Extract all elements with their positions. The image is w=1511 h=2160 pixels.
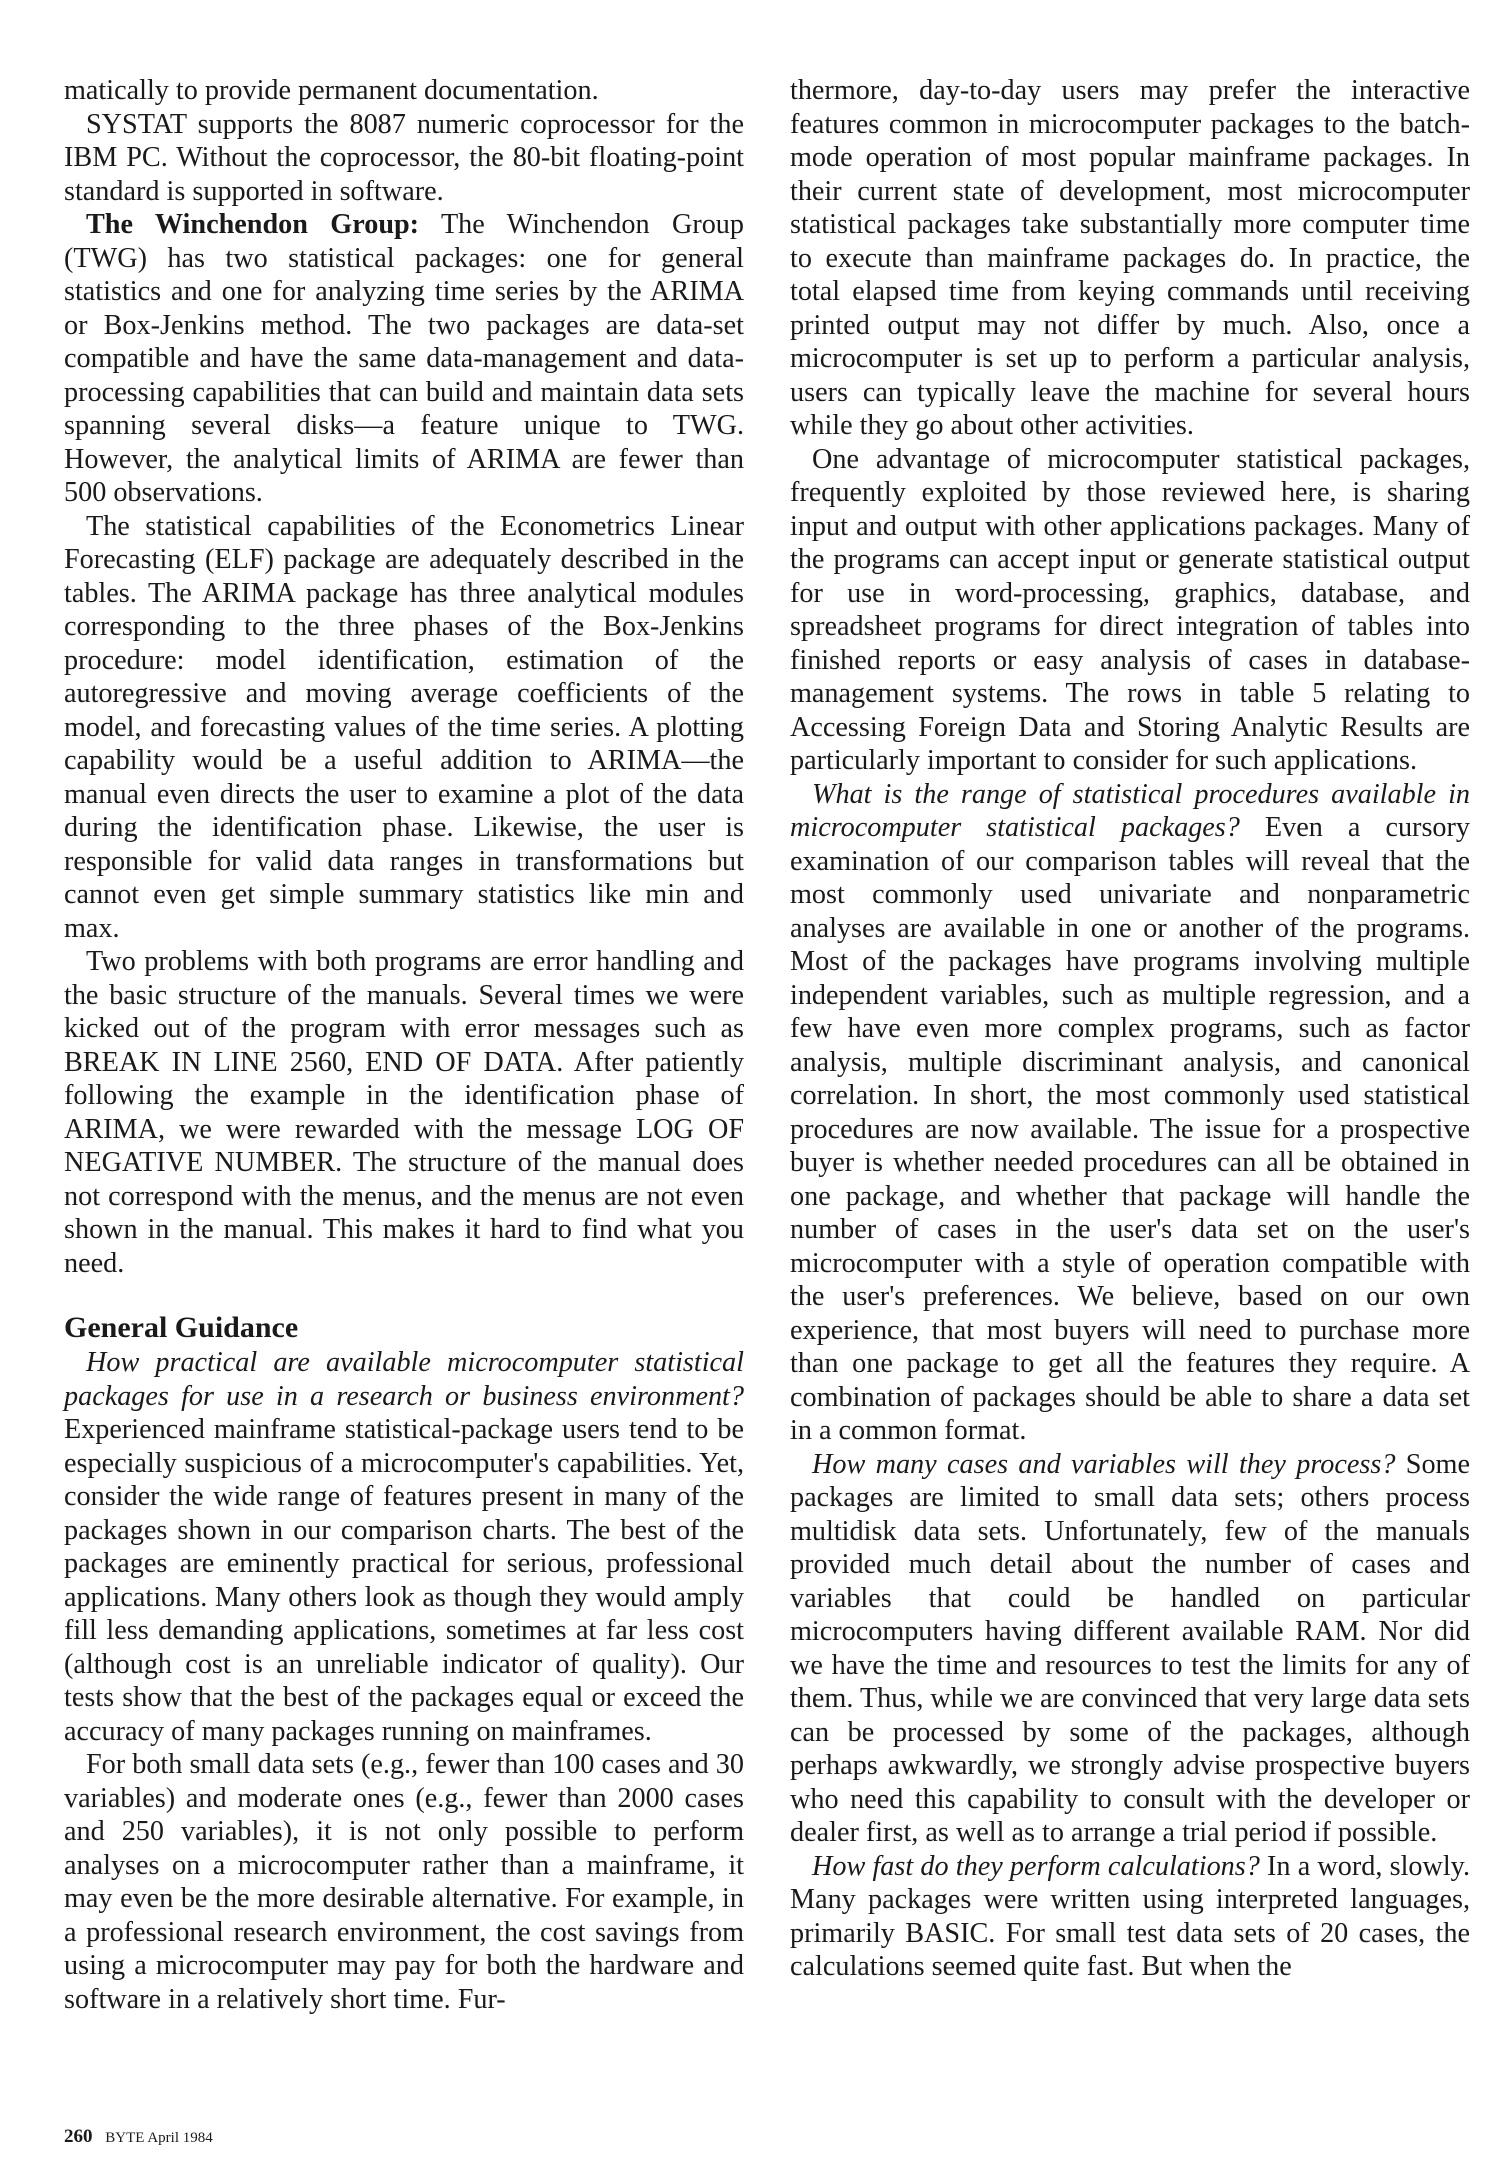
paragraph-text: Some packages are limited to small data sets; others process multidisk data sets. Unfortunately, few of the manuals provided much detail about the number of cases and variables that could be handled on particular microcomputers having different available RAM. Nor did we have the time and resources to test the limits for any of them. Thus, while we are convinced that very large data sets can be processed by some of the packages, although perhaps awkwardly, we strongly advise prospective buyers who need this capability to consult with the developer or dealer first, as well as to arrange a trial period if possible. (790, 1448, 1470, 1848)
italic-question: How many cases and variables will they process? (812, 1448, 1396, 1480)
paragraph: Two problems with both programs are error handling and the basic structure of the manuals. Several times we were kicked out of the program with error messages such as BREAK IN LINE 2560, END OF DATA. After patiently following the example in the identification phase of ARIMA, we were rewarded with the message LOG OF NEGATIVE NUMBER. The structure of the manual does not correspond with the menus, and the menus are not even shown in the manual. This makes it hard to find what you need. (64, 946, 744, 1279)
section-heading: General Guidance (64, 1311, 299, 1344)
paragraph (790, 1850, 1470, 1984)
italic-question: What is the range of statistical procedures available in microcomputer statistical packages? (790, 778, 1470, 843)
paragraph: SYSTAT supports the 8087 numeric coprocessor for the IBM PC. Without the coprocessor, the 80-bit floating-point standard is supported in software. (64, 108, 744, 207)
italic-question: How fast do they perform calculations? (812, 1850, 1260, 1882)
paragraph (64, 1346, 744, 1748)
paragraph-text: In a word, slowly. Many packages were written using interpreted languages, primarily BASIC. For small test data sets of 20 cases, the calculations seemed quite fast. But when the (790, 1850, 1470, 1982)
paragraph: matically to provide permanent documentation. (64, 75, 599, 106)
page-number: 260 (64, 2126, 93, 2147)
left-column (64, 74, 744, 2016)
paragraph (64, 208, 744, 510)
paragraph (790, 1448, 1470, 1850)
run-in-heading: The Winchendon Group: (86, 209, 420, 240)
paragraph: One advantage of microcomputer statistical packages, frequently exploited by those reviewed here, is sharing input and output with other applications packages. Many of the programs can accept input or generate statistical output for use in word-processing, graphics, database, and spreadsheet programs for direct integration of tables into finished reports or easy analysis of cases in database-management systems. The rows in table 5 relating to Accessing Foreign Data and Storing Analytic Results are particularly important to consider for such applications. (790, 443, 1470, 776)
right-column (790, 74, 1470, 1984)
paragraph-text: The Winchendon Group (TWG) has two statistical packages: one for general statistics and one for analyzing time series by the ARIMA or Box-Jenkins method. The two packages are data-set compatible and have the same data-management and data-processing capabilities that can build and maintain data sets spanning several disks—a feature unique to TWG. However, the analytical limits of ARIMA are fewer than 500 observations. (64, 209, 744, 508)
paragraph: thermore, day-to-day users may prefer the interactive features common in microcomputer packages to the batch-mode operation of most popular mainframe packages. In their current state of development, most microcomputer statistical packages take substantially more computer time to execute than mainframe packages do. In practice, the total elapsed time from keying commands until receiving printed output may not differ by much. Also, once a microcomputer is set up to perform a particular analysis, users can typically leave the machine for several hours while they go about other activities. (790, 75, 1470, 441)
paragraph-text: Experienced mainframe statistical-package users tend to be especially suspicious of a microcomputer's capabilities. Yet, consider the wide range of features present in many of the packages shown in our comparison charts. The best of the packages are eminently practical for serious, professional applications. Many others look as though they would amply fill less demanding applications, sometimes at far less cost (although cost is an unreliable indicator of quality). Our tests show that the best of the packages equal or exceed the accuracy of many packages running on mainframes. (64, 1414, 744, 1747)
paragraph-text: Even a cursory examination of our comparison tables will reveal that the most commonly used univariate and nonparametric analyses are available in one or another of the programs. Most of the packages have programs involving multiple independent variables, such as multiple regression, and a few have even more complex programs, such as factor analysis, multiple discriminant analysis, and canonical correlation. In short, the most commonly used statistical procedures are now available. The issue for a prospective buyer is whether needed procedures can all be obtained in one package, and whether that package will handle the number of cases in the user's data set on the user's microcomputer with a style of operation compatible with the user's preferences. We believe, based on our own experience, that most buyers will need to purchase more than one package to get all the features they require. A combination of packages should be able to share a data set in a common format. (790, 812, 1470, 1446)
paragraph: The statistical capabilities of the Econometrics Linear Forecasting (ELF) package are adequately described in the tables. The ARIMA package has three analytical modules corresponding to the three phases of the Box-Jenkins procedure: model identification, estimation of the autoregressive and moving average coefficients of the model, and forecasting values of the time series. A plotting capability would be a useful addition to ARIMA—the manual even directs the user to examine a plot of the data during the identification phase. Likewise, the user is responsible for valid data ranges in transformations but cannot even get simple summary statistics like min and max. (64, 510, 744, 944)
paragraph (790, 778, 1470, 1448)
magazine-issue: BYTE April 1984 (105, 2130, 213, 2146)
paragraph: For both small data sets (e.g., fewer than 100 cases and 30 variables) and moderate ones (e.g., fewer than 2000 cases and 250 variables), it is not only possible to perform analyses on a microcomputer rather than a mainframe, it may even be the more desirable alternative. For example, in a professional research environment, the cost savings from using a microcomputer may pay for both the hardware and software in a relatively short time. Fur- (64, 1749, 744, 2015)
italic-question: How practical are available microcomputer statistical packages for use in a research or business environment? (64, 1347, 744, 1412)
page-footer (64, 2126, 213, 2149)
